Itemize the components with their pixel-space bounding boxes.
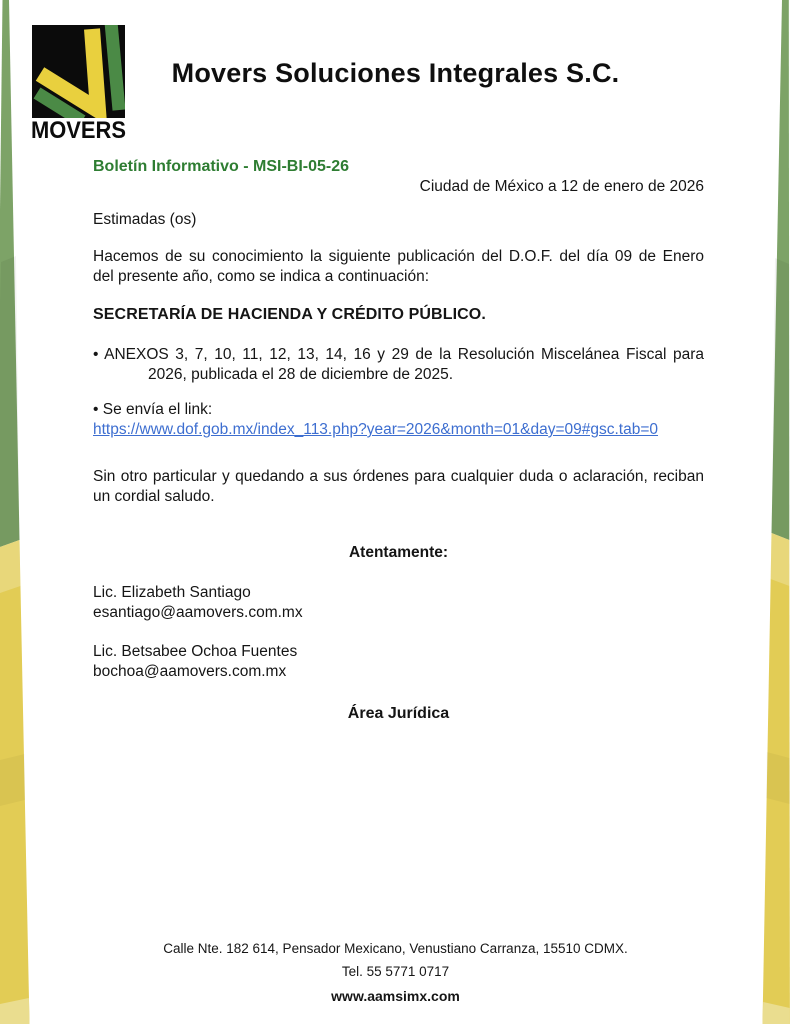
bullet-link: [93, 400, 704, 440]
signatory-email: bochoa@aamovers.com.mx: [93, 663, 287, 680]
closing-line-2: un cordial saludo.: [93, 488, 215, 505]
agency-heading: SECRETARÍA DE HACIENDA Y CRÉDITO PÚBLICO.: [93, 306, 486, 323]
signatory-2: [93, 642, 704, 682]
department-heading: Área Jurídica: [347, 705, 450, 722]
intro-paragraph: [93, 247, 704, 287]
dateline: Ciudad de México a 12 de enero de 2026: [419, 178, 704, 195]
bullet-anexos-line-1: • ANEXOS 3, 7, 10, 11, 12, 13, 14, 16 y 29 de la Resolución Miscelánea Fiscal para: [93, 346, 704, 363]
footer-address: Calle Nte. 182 614, Pensador Mexicano, Venustiano Carranza, 15510 CDMX.: [163, 941, 628, 956]
right-ribbon: [751, 0, 791, 1024]
letter-body: [93, 157, 704, 724]
signatory-name: Lic. Elizabeth Santiago: [93, 584, 251, 601]
footer-website: www.aamsimx.com: [331, 988, 460, 1004]
bullet-link-label: • Se envía el link:: [93, 401, 213, 418]
intro-line-2: del presente año, como se indica a continuación:: [93, 268, 430, 285]
footer-phone: Tel. 55 5771 0717: [341, 964, 450, 979]
dof-link[interactable]: https://www.dof.gob.mx/index_113.php?year=2026&month=01&day=09#gsc.tab=0: [93, 421, 659, 438]
left-ribbon: [0, 0, 40, 1024]
intro-line-1: Hacemos de su conocimiento la siguiente publicación del D.O.F. del día 09 de Enero: [93, 248, 704, 265]
closing-line-1: Sin otro particular y quedando a sus órdenes para cualquier duda o aclaración, reciban: [93, 468, 704, 485]
bullet-anexos: [93, 345, 704, 385]
company-title: Movers Soluciones Integrales S.C.: [171, 58, 620, 88]
bullet-anexos-line-2: 2026, publicada el 28 de diciembre de 2025.: [148, 366, 454, 383]
signatory-email: esantiago@aamovers.com.mx: [93, 604, 303, 621]
salutation: Estimadas (os): [93, 211, 197, 228]
letter-footer: [0, 941, 791, 1004]
logo-wordmark: MOVERS: [31, 117, 126, 142]
closing-paragraph: [93, 467, 704, 507]
signoff: Atentamente:: [348, 544, 449, 561]
signatory-1: [93, 583, 704, 623]
signatory-name: Lic. Betsabee Ochoa Fuentes: [93, 643, 298, 660]
bulletin-heading: Boletín Informativo - MSI-BI-05-26: [93, 158, 350, 175]
